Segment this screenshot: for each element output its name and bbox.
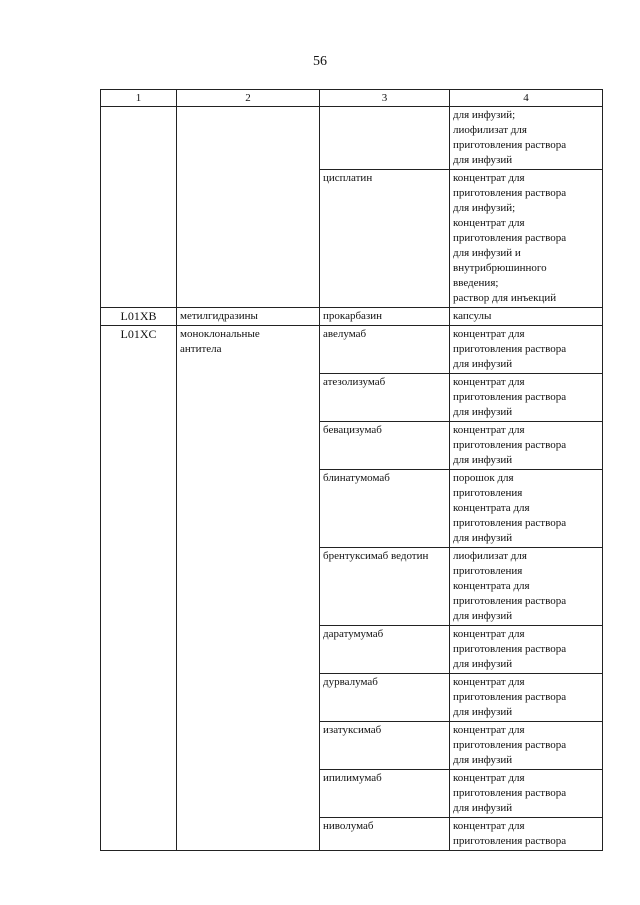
dosage-form-cell: концентрат для приготовления раствора для инфузий [450,674,603,722]
header-col-4: 4 [450,90,603,107]
drug-name-cell: блинатумомаб [320,470,450,548]
drug-name-cell: бевацизумаб [320,422,450,470]
table-row [101,107,603,170]
atc-code-cell: L01XB [101,308,177,326]
dosage-form-cell: капсулы [450,308,603,326]
code-cell-empty [101,107,177,308]
table-row [101,326,603,374]
dosage-form-cell: концентрат для приготовления раствора [450,818,603,851]
drug-name-cell: ниволумаб [320,818,450,851]
group-name-cell: метилгидразины [177,308,320,326]
header-col-3: 3 [320,90,450,107]
dosage-form-cell: концентрат для приготовления раствора для инфузий [450,722,603,770]
group-name-cell: моноклональные антитела [177,326,320,851]
page-number: 56 [313,54,327,69]
drug-name-cell: цисплатин [320,170,450,308]
drug-name-cell: изатуксимаб [320,722,450,770]
header-col-2: 2 [177,90,320,107]
dosage-form-cell: концентрат для приготовления раствора для инфузий [450,770,603,818]
atc-code-cell: L01XC [101,326,177,851]
drug-name-cell: брентуксимаб ведотин [320,548,450,626]
drug-name-cell: даратумумаб [320,626,450,674]
dosage-form-cell: концентрат для приготовления раствора для инфузий [450,422,603,470]
dosage-form-cell: лиофилизат для приготовления концентрата для приготовления раствора для инфузий [450,548,603,626]
table-row [101,308,603,326]
drug-name-cell: прокарбазин [320,308,450,326]
header-col-1: 1 [101,90,177,107]
drug-name-cell: дурвалумаб [320,674,450,722]
drug-table [100,89,603,851]
drug-name-cell: ипилимумаб [320,770,450,818]
table-header-row [101,90,603,107]
drug-name-cell-empty [320,107,450,170]
group-cell-empty [177,107,320,308]
dosage-form-cell: для инфузий; лиофилизат для приготовления раствора для инфузий [450,107,603,170]
dosage-form-cell: порошок для приготовления концентрата для приготовления раствора для инфузий [450,470,603,548]
dosage-form-cell: концентрат для приготовления раствора для инфузий [450,626,603,674]
drug-name-cell: авелумаб [320,326,450,374]
dosage-form-cell: концентрат для приготовления раствора для инфузий [450,326,603,374]
dosage-form-cell: концентрат для приготовления раствора для инфузий [450,374,603,422]
drug-name-cell: атезолизумаб [320,374,450,422]
dosage-form-cell: концентрат для приготовления раствора для инфузий; концентрат для приготовления раствора для инфузий и внутрибрюшинного введения; раствор для инъекций [450,170,603,308]
